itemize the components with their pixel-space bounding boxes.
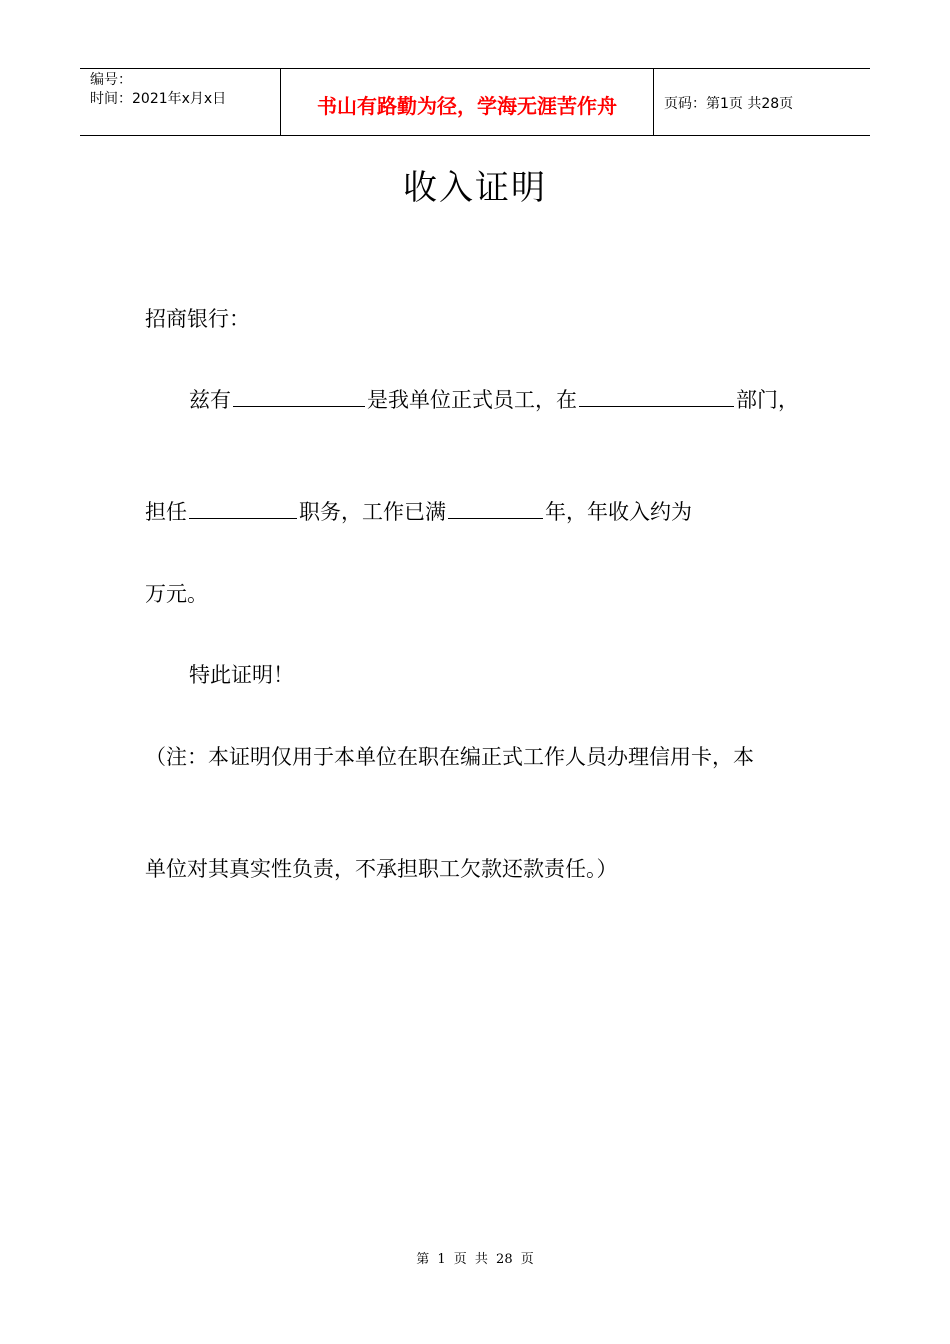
body-line-1-part-1: 兹有: [189, 388, 231, 412]
document-title: 收入证明: [403, 168, 547, 208]
body-line-2-part-1: 担任: [145, 500, 187, 524]
header-meta: [80, 69, 281, 135]
closing-line: 特此证明！: [189, 663, 294, 687]
years-blank: [448, 498, 543, 519]
header-page-code: 页码：第1页 共28页: [664, 96, 794, 112]
body-line-1: [189, 384, 799, 414]
body-line-3: 万元。: [145, 582, 208, 606]
body-line-2-part-2: 职务，工作已满: [299, 500, 446, 524]
number-label: 编号：: [90, 72, 132, 88]
note-line-1: （注：本证明仅用于本单位在职在编正式工作人员办理信用卡，本: [145, 745, 754, 769]
body-line-2: [145, 496, 692, 526]
body-line-1-part-3: 部门，: [736, 388, 799, 412]
page-footer: 第 1 页 共 28 页: [416, 1252, 534, 1267]
body-line-1-part-2: 是我单位正式员工，在: [367, 388, 577, 412]
position-blank: [189, 498, 297, 519]
department-blank: [579, 386, 734, 407]
note-line-2: 单位对其真实性负责，不承担职工欠款还款责任。）: [145, 857, 618, 881]
body-line-2-part-3: 年，年收入约为: [545, 500, 692, 524]
employee-name-blank: [233, 386, 365, 407]
page-header: [80, 68, 870, 136]
salutation: 招商银行：: [145, 307, 250, 331]
time-label: 时间：2021年x月x日: [90, 91, 227, 107]
header-motto: 书山有路勤为径，学海无涯苦作舟: [281, 69, 654, 135]
